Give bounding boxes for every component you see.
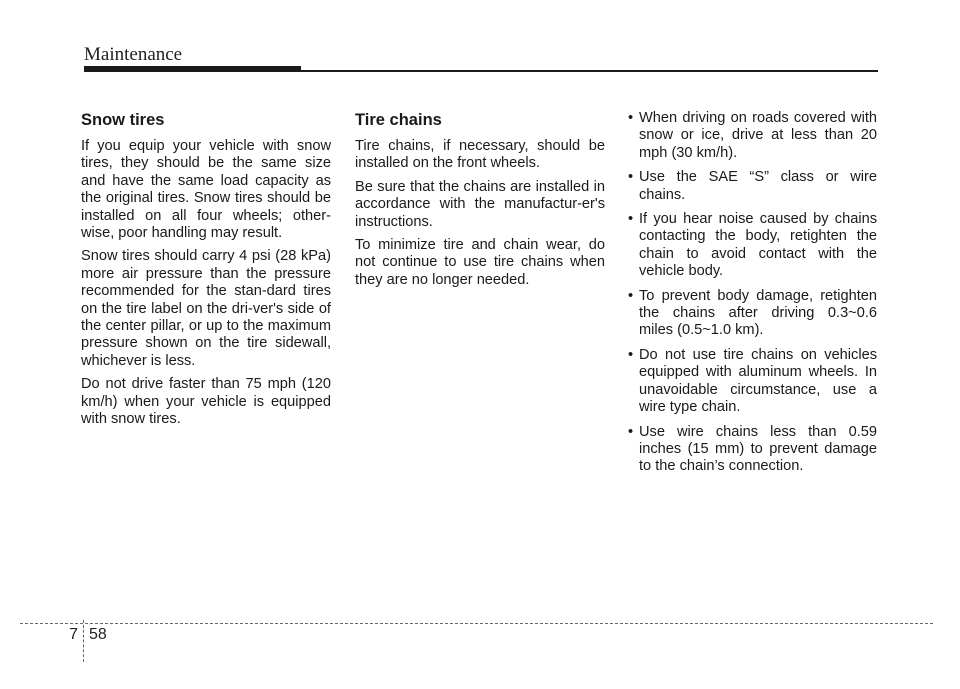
tire-chains-column: [355, 110, 605, 295]
tire-chains-paragraph: Tire chains, if necessary, should be installed on the front wheels.: [355, 138, 605, 172]
snow-tires-paragraph: Snow tires should carry 4 psi (28 kPa) more air pressure than the pressure recommended for the stan-dard tires on the tire label on the dri-ver's side of the center pillar, or up to the maximum pressure shown on the tire sidewall, whichever is less.: [81, 248, 331, 369]
bullet-icon: •: [628, 169, 634, 186]
list-item: [627, 288, 877, 340]
chain-tips-list: [627, 110, 877, 476]
list-item-text: Do not use tire chains on vehicles equipped with aluminum wheels. In unavoidable circumstance, use a wire type chain.: [639, 346, 877, 416]
snow-tires-paragraph: If you equip your vehicle with snow tires, they should be the same size and have the same load capacity as the original tires. Snow tires should be installed on all four wheels; other-wise, poor handling may result.: [81, 138, 331, 242]
chapter-number: 7: [69, 626, 78, 643]
chain-tips-column: [627, 110, 877, 483]
bullet-icon: •: [628, 423, 634, 440]
list-item-text: Use wire chains less than 0.59 inches (15 mm) to prevent damage to the chain’s connection.: [639, 423, 877, 475]
tire-chains-paragraph: Be sure that the chains are installed in accordance with the manufactur-er's instructions.: [355, 178, 605, 230]
list-item-text: Use the SAE “S” class or wire chains.: [639, 169, 877, 203]
snow-tires-heading: Snow tires: [81, 111, 165, 129]
bullet-icon: •: [628, 287, 634, 304]
section-header: Maintenance: [84, 44, 183, 65]
list-item: [627, 424, 877, 476]
list-item: [627, 211, 877, 281]
bullet-icon: •: [628, 110, 634, 126]
list-item-text: To prevent body damage, retighten the chains after driving 0.3~0.6 miles (0.5~1.0 km).: [639, 287, 877, 339]
bullet-icon: •: [628, 211, 634, 228]
header-accent-bar: [84, 66, 301, 71]
snow-tires-paragraph: Do not drive faster than 75 mph (120 km/h) when your vehicle is equipped with snow tires.: [81, 376, 331, 428]
snow-tires-column: [81, 110, 331, 435]
bullet-icon: •: [628, 346, 634, 363]
footer-rule: [20, 623, 933, 624]
list-item: [627, 169, 877, 204]
tire-chains-heading: Tire chains: [355, 111, 442, 129]
list-item-text: If you hear noise caused by chains contacting the body, retighten the chain to avoid contact with the vehicle body.: [639, 211, 877, 280]
page-number: 58: [89, 626, 107, 643]
list-item: [627, 110, 877, 162]
page-number-divider: [83, 620, 84, 662]
list-item-text: When driving on roads covered with snow or ice, drive at less than 20 mph (30 km/h).: [639, 110, 877, 161]
list-item: [627, 347, 877, 417]
tire-chains-paragraph: To minimize tire and chain wear, do not continue to use tire chains when they are no longer needed.: [355, 237, 605, 288]
